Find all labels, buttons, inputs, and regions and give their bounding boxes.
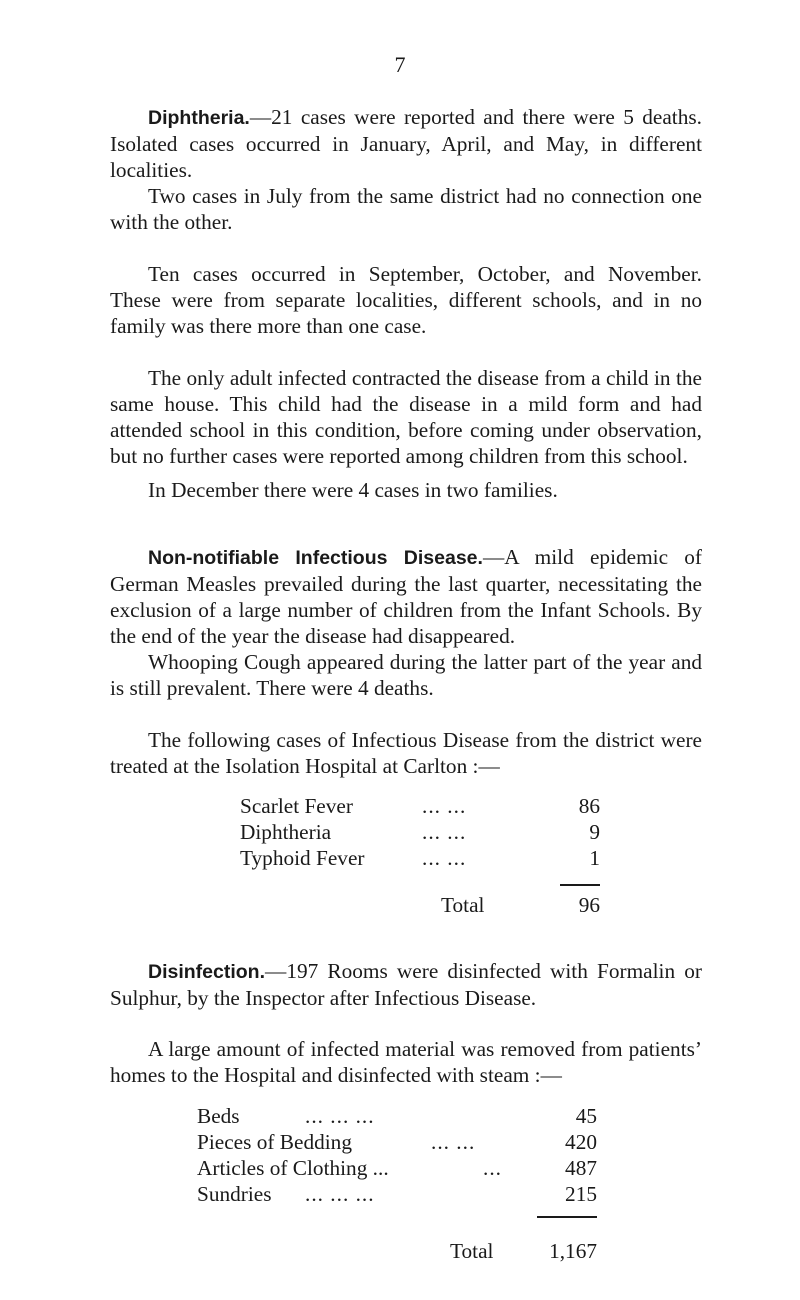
item-count: 45: [575, 1104, 597, 1128]
item-label: Pieces of Bedding: [197, 1130, 352, 1154]
disinfection-heading: Disinfection.: [148, 961, 266, 983]
table-row: [240, 819, 600, 845]
leader-dots: ... ...: [431, 1130, 476, 1154]
non-notifiable-heading: Non-notifiable Infectious Disease.: [148, 547, 483, 569]
total-value: 1,167: [549, 1239, 597, 1263]
leader-dots: ... ... ...: [305, 1182, 375, 1206]
total-label: Total: [450, 1239, 494, 1263]
item-label: Articles of Clothing ...: [197, 1156, 389, 1180]
table-row: [197, 1129, 597, 1155]
diphtheria-autumn-paragraph: Ten cases occurred in September, October, and November. These were from separate localities, different schools, and in no family was there more than one case.: [110, 262, 702, 338]
diphtheria-heading: Diphtheria.: [148, 107, 250, 129]
diphtheria-adult-paragraph: The only adult infected contracted the disease from a child in the same house. This child had the disease in a mild form and had attended school in this condition, before coming under observation, but no further cases were reported among children from this school.: [110, 366, 702, 468]
whooping-cough-paragraph: Whooping Cough appeared during the latter part of the year and is still prevalent. There were 4 deaths.: [110, 650, 702, 700]
disinfection-text: —197 Rooms were disinfected with Formalin or Sulphur, by the Inspector after Infectious Disease.: [110, 959, 702, 1010]
total-value: 96: [578, 893, 600, 917]
non-notifiable-text: —A mild epidemic of German Measles prevailed during the last quarter, necessitating the exclusion of a large number of children from the Infant Schools. By the end of the year the disease had disappeared.: [110, 545, 702, 648]
case-count: 86: [578, 794, 600, 818]
steam-disinfection-table: [197, 1103, 597, 1207]
hospital-cases-table: [240, 793, 600, 871]
disinfection-paragraph: [110, 958, 702, 1011]
table-row: [240, 793, 600, 819]
table-row: [240, 845, 600, 871]
table-row: [197, 1103, 597, 1129]
leader-dots: ...: [483, 1156, 502, 1180]
page-number: 7: [394, 52, 406, 77]
leader-dots: ... ...: [422, 794, 467, 818]
item-count: 420: [565, 1130, 597, 1154]
leader-dots: ... ... ...: [305, 1104, 375, 1128]
diphtheria-july-paragraph: Two cases in July from the same district had no connection one with the other.: [110, 184, 702, 234]
item-label: Beds: [197, 1104, 240, 1128]
case-count: 1: [589, 846, 600, 870]
non-notifiable-paragraph: [110, 544, 702, 649]
diphtheria-paragraph: [110, 104, 702, 183]
leader-dots: ... ...: [422, 846, 467, 870]
steam-paragraph: A large amount of infected material was removed from patients’ homes to the Hospital and disinfected with steam :—: [110, 1037, 702, 1087]
table-row: [197, 1181, 597, 1207]
case-count: 9: [589, 820, 600, 844]
total-rule: [560, 884, 600, 886]
isolation-hospital-paragraph: The following cases of Infectious Disease from the district were treated at the Isolation Hospital at Carlton :—: [110, 728, 702, 778]
leader-dots: ... ...: [422, 820, 467, 844]
total-label: Total: [441, 893, 485, 917]
table-row: [197, 1155, 597, 1181]
diphtheria-december-paragraph: In December there were 4 cases in two families.: [148, 478, 558, 502]
disease-label: Diphtheria: [240, 820, 332, 844]
total-rule: [537, 1216, 597, 1218]
diphtheria-text: —21 cases were reported and there were 5 deaths. Isolated cases occurred in January, April, and May, in different localities.: [110, 105, 702, 182]
disease-label: Typhoid Fever: [240, 846, 365, 870]
item-label: Sundries: [197, 1182, 272, 1206]
hospital-total-row: [441, 892, 600, 918]
disease-label: Scarlet Fever: [240, 794, 353, 818]
item-count: 487: [565, 1156, 597, 1180]
item-count: 215: [565, 1182, 597, 1206]
steam-total-row: [450, 1238, 597, 1264]
